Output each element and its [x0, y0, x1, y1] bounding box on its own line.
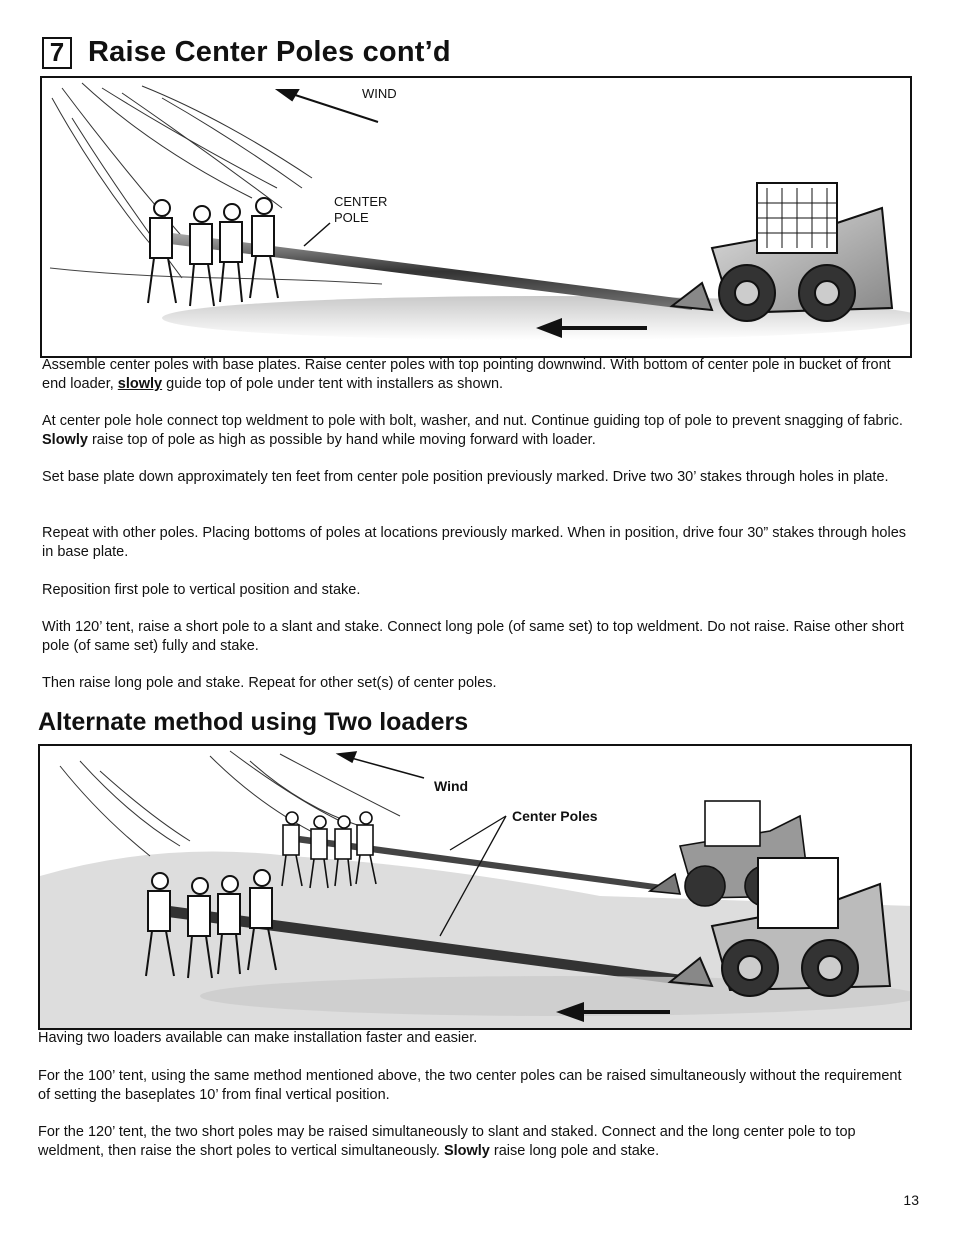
wind-label: WIND	[362, 86, 397, 101]
figure-one-loader	[40, 76, 912, 358]
step-header	[42, 36, 451, 69]
paragraph-two-loaders-intro: Having two loaders available can make installation faster and easier.	[38, 1030, 478, 1046]
page-number: 13	[903, 1192, 919, 1208]
paragraph-120-tent: With 120’ tent, raise a short pole to a slant and stake. Connect long pole (of same set) to top weldment. Do not raise. Raise other short pole (of same set) fully and stake.	[42, 619, 904, 654]
paragraph-reposition: Reposition first pole to vertical position and stake.	[42, 582, 361, 598]
center-pole-label: CENTER POLE	[334, 194, 388, 225]
page-title: Raise Center Poles cont’d	[88, 36, 451, 68]
skid-steer-loader	[672, 183, 892, 321]
paragraph-100-tent: For the 100’ tent, using the same method mentioned above, the two center poles can be raised simultaneously without the requirement of setting the baseplates 10’ from final vertical position.	[38, 1068, 902, 1103]
paragraph-long-pole: Then raise long pole and stake. Repeat for other set(s) of center poles.	[42, 675, 497, 691]
paragraph-repeat: Repeat with other poles. Placing bottoms of poles at locations previously marked. When in position, drive four 30” stakes through holes in base plate.	[42, 525, 907, 560]
wind-arrow	[338, 752, 424, 778]
figure-two-loaders	[38, 744, 912, 1030]
wind-label: Wind	[434, 778, 469, 794]
installers-group	[148, 198, 278, 306]
paragraph-base-plate: Set base plate down approximately ten feet from center pole position previously marked. Drive two 30’ stakes through holes in plate.	[42, 469, 889, 485]
paragraph-connect: At center pole hole connect top weldment to pole with bolt, washer, and nut. Continue guiding top of pole to prevent snagging of fabric. Slowly raise top of pole as high as possible by hand while moving forward with loader.	[42, 413, 903, 448]
paragraph-120-tent-two-loaders: For the 120’ tent, the two short poles may be raised simultaneously to slant and staked. Connect and the long center pole to top weldment, then raise the short poles to vertical simultaneously. Slowly raise long pole and stake.	[38, 1124, 856, 1159]
paragraph-assemble: Assemble center poles with base plates. Raise center poles with top pointing downwind. With bottom of center pole in bucket of front end loader, slowly guide top of pole under tent with installers as shown.	[42, 357, 891, 392]
illustration-two-loaders	[40, 746, 912, 1030]
illustration-one-loader	[42, 78, 912, 358]
step-number-box: 7	[42, 37, 72, 69]
center-poles-label: Center Poles	[512, 808, 598, 824]
section-heading-two-loaders: Alternate method using Two loaders	[38, 708, 469, 736]
